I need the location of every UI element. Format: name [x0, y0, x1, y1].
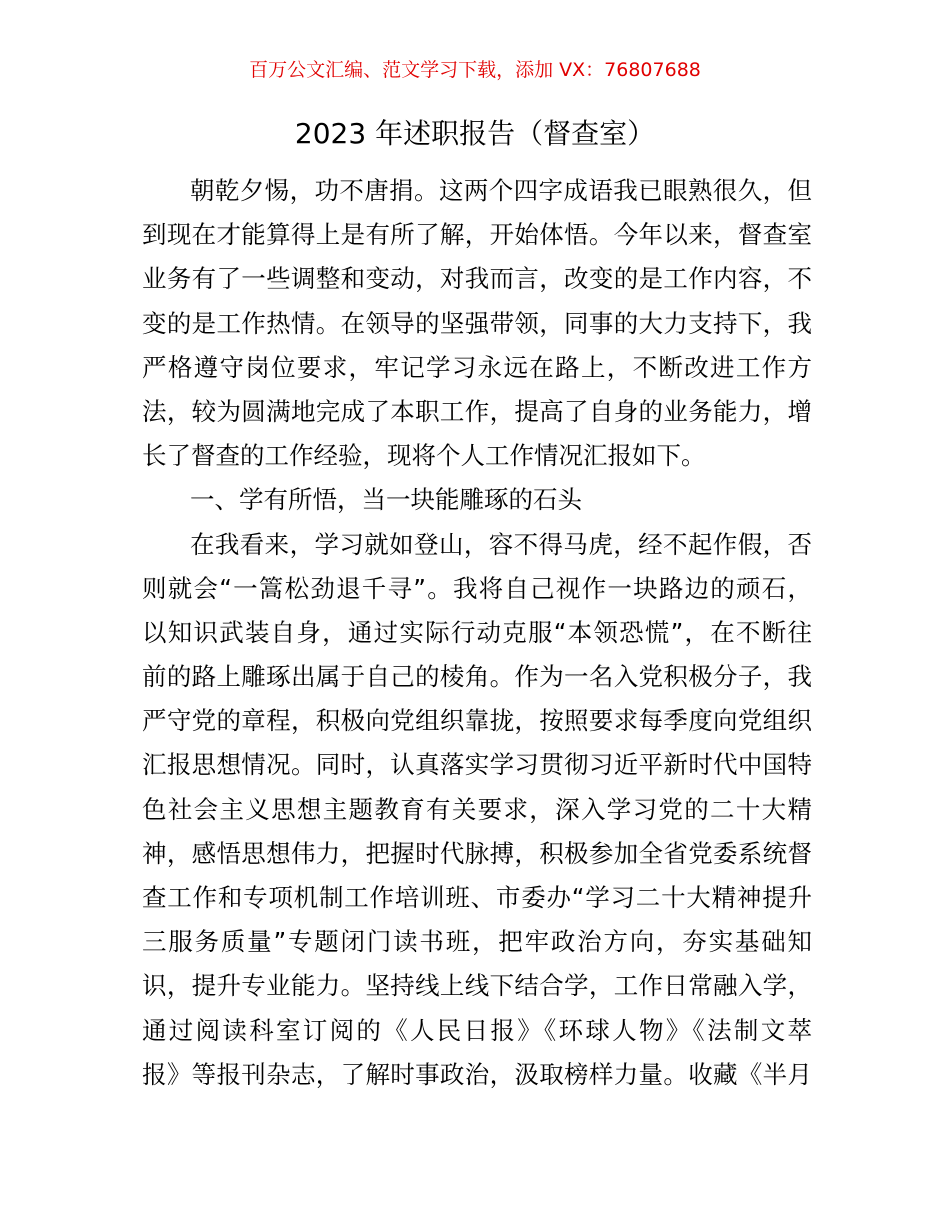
watermark-banner: 百万公文汇编、范文学习下载，添加 VX：76807688 [249, 59, 701, 81]
text-line: 变的是工作热情。在领导的坚强带领，同事的大力支持下，我 [142, 308, 812, 338]
document-body [142, 169, 812, 1097]
text-line: 到现在才能算得上是有所了解，开始体悟。今年以来，督查室 [142, 220, 812, 250]
text-line: 三服务质量”专题闭门读书班，把牢政治方向，夯实基础知 [142, 927, 812, 957]
text-line: 以知识武装自身，通过实际行动克服“本领恐慌”，在不断往 [142, 617, 812, 647]
text-line: 法，较为圆满地完成了本职工作，提高了自身的业务能力，增 [142, 396, 812, 426]
text-line: 查工作和专项机制工作培训班、市委办“学习二十大精神提升 [142, 883, 812, 912]
text-line: 严守党的章程，积极向党组织靠拢，按照要求每季度向党组织 [142, 706, 812, 736]
text-line: 汇报思想情况。同时，认真落实学习贯彻习近平新时代中国特 [142, 750, 812, 780]
paragraph-2 [142, 523, 812, 1097]
text-line: 业务有了一些调整和变动，对我而言，改变的是工作内容，不 [142, 264, 812, 294]
text-line: 严格遵守岗位要求，牢记学习永远在路上，不断改进工作方 [142, 352, 812, 382]
document-title: 2023 年述职报告（督查室） [294, 117, 656, 150]
text-line: 色社会主义思想主题教育有关要求，深入学习党的二十大精 [142, 794, 812, 824]
text-line: 前的路上雕琢出属于自己的棱角。作为一名入党积极分子，我 [142, 662, 812, 692]
text-line: 则就会“一篙松劲退千寻”。我将自己视作一块路边的顽石， [142, 573, 812, 603]
text-line: 神，感悟思想伟力，把握时代脉搏，积极参加全省党委系统督 [142, 838, 812, 868]
text-line: 朝乾夕惕，功不唐捐。这两个四字成语我已眼熟很久，但 [190, 176, 812, 205]
text-line: 在我看来，学习就如登山，容不得马虎，经不起作假，否 [190, 529, 812, 559]
text-line: 长了督查的工作经验，现将个人工作情况汇报如下。 [142, 441, 706, 471]
text-line: 通过阅读科室订阅的《人民日报》《环球人物》《法制文萃 [142, 1015, 812, 1045]
text-line: 报》等报刊杂志，了解时事政治，汲取榜样力量。收藏《半月 [142, 1059, 812, 1089]
paragraph-1 [142, 169, 812, 478]
text-line: 识，提升专业能力。坚持线上线下结合学，工作日常融入学， [142, 971, 812, 1001]
section-heading: 一、学有所悟，当一块能雕琢的石头 [190, 485, 582, 515]
